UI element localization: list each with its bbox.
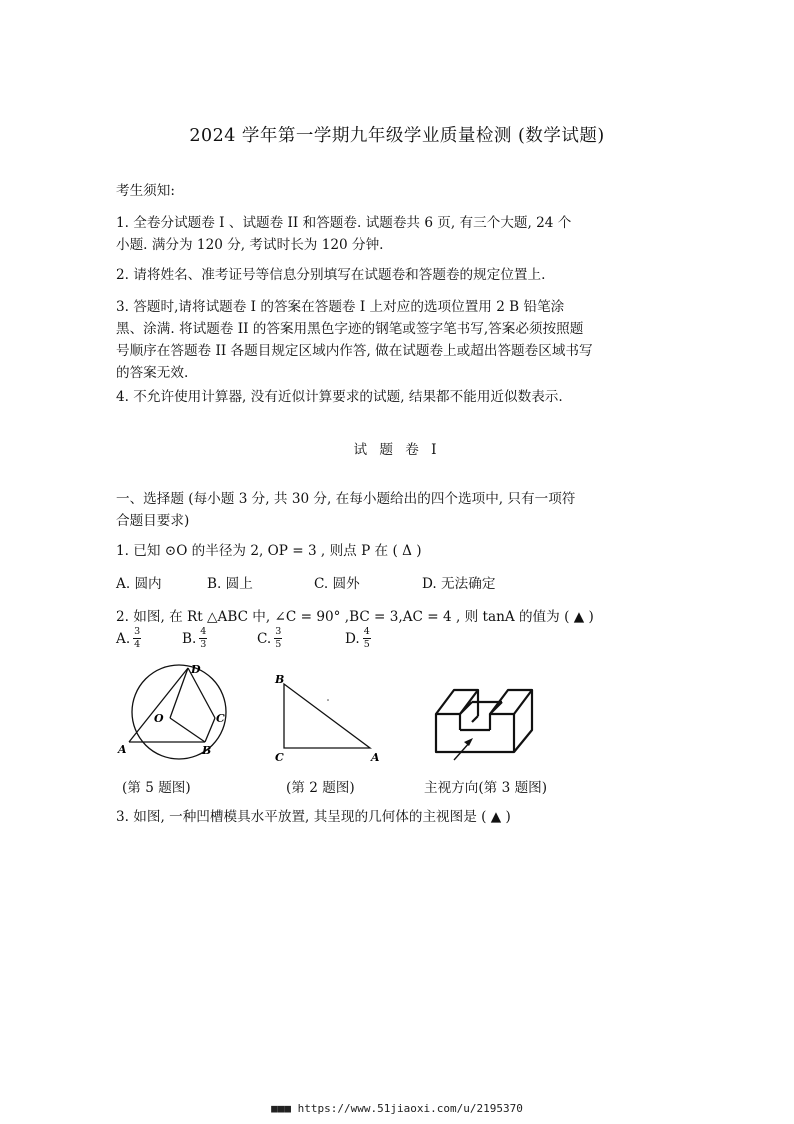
q2-option-a-letter: A. (116, 630, 131, 647)
notice-item-3-line-4: 的答案无效. (116, 365, 189, 381)
section-title: 试 题 卷 I (353, 442, 441, 458)
q2-option-d-denominator: 5 (363, 639, 370, 650)
q2-option-c (257, 627, 282, 650)
notice-item-3-line-3: 号顺序在答题卷 II 各题目规定区域内作答, 做在试题卷上或超出答题卷区域书写 (116, 343, 593, 359)
figure-2-caption: (第 2 题图) (286, 780, 355, 796)
figure-5-caption: (第 5 题图) (122, 780, 191, 796)
notice-heading: 考生须知: (116, 183, 175, 199)
q2-option-d-fraction (363, 627, 371, 650)
q1-option-c: C. 圆外 (314, 576, 360, 592)
q1-option-d: D. 无法确定 (422, 576, 496, 592)
q1-option-a: A. 圆内 (116, 576, 162, 592)
q2-option-c-numerator: 3 (275, 626, 282, 637)
q2-option-b-fraction (199, 627, 207, 650)
fig5-label-a: A (118, 743, 127, 756)
page-title: 2024 学年第一学期九年级学业质量检测 (数学试题) (189, 126, 605, 146)
q2-option-c-letter: C. (257, 630, 272, 647)
q2-option-a-denominator: 4 (134, 639, 141, 650)
q2-stem: 2. 如图, 在 Rt △ABC 中, ∠C = 90° ,BC = 3,AC = 4 , 则 tanA 的值为 ( ▲ ) (116, 609, 594, 625)
q2-option-a (116, 627, 141, 650)
fig5-label-c: C (216, 712, 225, 725)
q3-stem: 3. 如图, 一种凹槽模具水平放置, 其呈现的几何体的主视图是 ( ▲ ) (116, 809, 511, 825)
part1-heading-line-1: 一、选择题 (每小题 3 分, 共 30 分, 在每小题给出的四个选项中, 只有一项符 (116, 491, 576, 507)
q1-option-b: B. 圆上 (207, 576, 253, 592)
fig2-label-b: B (275, 673, 285, 686)
q2-option-a-fraction (133, 627, 141, 650)
notice-item-1-line-1: 1. 全卷分试题卷 I 、试题卷 II 和答题卷. 试题卷共 6 页, 有三个大题, 24 个 (116, 215, 572, 231)
figure-3-caption: 主视方向(第 3 题图) (424, 780, 548, 796)
q2-option-a-numerator: 3 (134, 626, 141, 637)
notice-item-3-line-2: 黑、涂满. 将试题卷 II 的答案用黑色字迹的钢笔或签字笔书写,答案必须按照题 (116, 321, 584, 337)
part1-heading-line-2: 合题目要求) (116, 513, 190, 529)
q2-option-b-numerator: 4 (200, 626, 207, 637)
q2-option-c-denominator: 5 (275, 639, 282, 650)
fig2-label-a: A (371, 751, 380, 764)
q2-option-b-denominator: 3 (200, 639, 207, 650)
fig2-label-c: C (275, 751, 284, 764)
q2-option-d-numerator: 4 (363, 626, 370, 637)
q2-option-b-letter: B. (182, 630, 197, 647)
notice-item-1-line-2: 小题. 满分为 120 分, 考试时长为 120 分钟. (116, 237, 384, 253)
q2-option-d (345, 627, 371, 650)
figure-3-grooved-block (428, 676, 548, 768)
q2-option-c-fraction (274, 627, 282, 650)
notice-item-3-line-1: 3. 答题时,请将试题卷 I 的答案在答题卷 I 上对应的选项位置用 2 B 铅笔涂 (116, 299, 565, 315)
fig5-label-b: B (202, 744, 212, 757)
figure-5-circle (112, 660, 244, 760)
fig5-label-d: D (191, 663, 201, 676)
q2-option-d-letter: D. (345, 630, 360, 647)
q1-stem: 1. 已知 ⊙O 的半径为 2, OP = 3 , 则点 P 在 ( Δ ) (116, 543, 422, 559)
figure-2-triangle (270, 668, 380, 764)
footer-watermark-url: ■■■ https://www.51jiaoxi.com/u/2195370 (271, 1102, 523, 1115)
q2-option-b (182, 627, 207, 650)
notice-item-4: 4. 不允许使用计算器, 没有近似计算要求的试题, 结果都不能用近似数表示. (116, 389, 563, 405)
notice-item-2: 2. 请将姓名、准考证号等信息分别填写在试题卷和答题卷的规定位置上. (116, 267, 546, 283)
fig5-label-o: O (154, 712, 164, 725)
